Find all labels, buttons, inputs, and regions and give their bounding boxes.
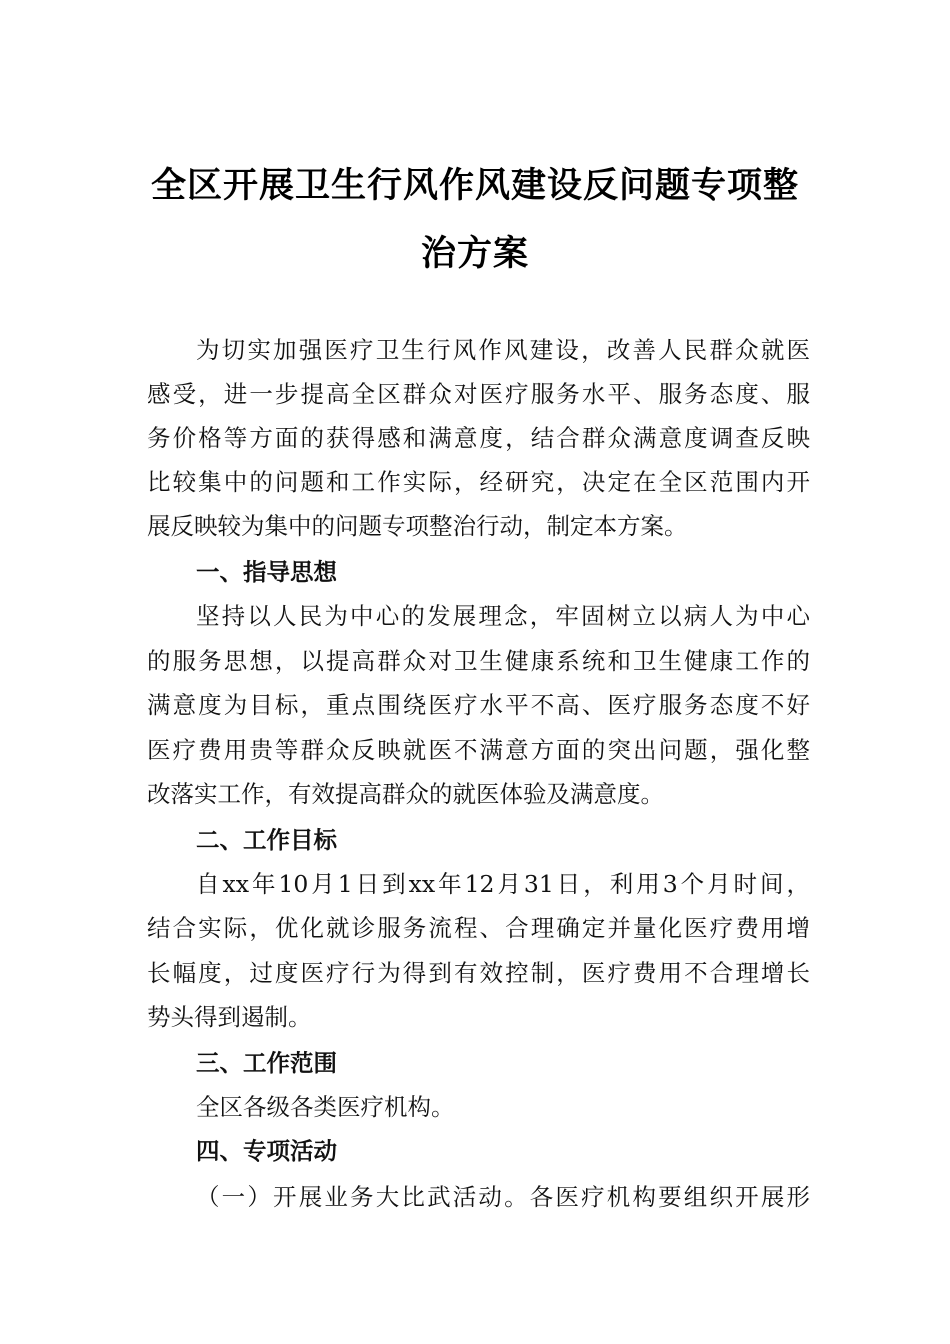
section2-line: 结合实际，优化就诊服务流程、合理确定并量化医疗费用增 xyxy=(147,914,810,942)
section1-line: 满意度为目标，重点围绕医疗水平不高、医疗服务态度不好 xyxy=(147,691,810,719)
document-title-line-1: 全区开展卫生行风作风建设反问题专项整 xyxy=(150,165,799,206)
intro-line: 为切实加强医疗卫生行风作风建设，改善人民群众就医 xyxy=(196,336,810,364)
intro-line: 展反映较为集中的问题专项整治行动，制定本方案。 xyxy=(147,512,688,540)
section2-line: 长幅度，过度医疗行为得到有效控制，医疗费用不合理增长 xyxy=(147,959,810,987)
section-heading-guiding-ideology: 一、指导思想 xyxy=(196,558,337,586)
section-heading-work-scope: 三、工作范围 xyxy=(196,1049,337,1077)
section3-line: 全区各级各类医疗机构。 xyxy=(196,1093,455,1121)
section2-line: 势头得到遏制。 xyxy=(147,1003,312,1031)
intro-line: 感受，进一步提高全区群众对医疗服务水平、服务态度、服 xyxy=(147,380,810,408)
section1-line: 医疗费用贵等群众反映就医不满意方面的突出问题，强化整 xyxy=(147,736,810,764)
section-heading-special-activities: 四、专项活动 xyxy=(196,1137,337,1165)
section2-line: 自xx年10月1日到xx年12月31日，利用3个月时间， xyxy=(196,870,810,898)
section4-line: （一）开展业务大比武活动。各医疗机构要组织开展形 xyxy=(196,1183,810,1211)
section-heading-work-goals: 二、工作目标 xyxy=(196,826,337,854)
section1-line: 改落实工作，有效提高群众的就医体验及满意度。 xyxy=(147,780,664,808)
section1-line: 的服务思想，以提高群众对卫生健康系统和卫生健康工作的 xyxy=(147,647,810,675)
section1-line: 坚持以人民为中心的发展理念，牢固树立以病人为中心 xyxy=(196,602,810,630)
intro-line: 比较集中的问题和工作实际，经研究，决定在全区范围内开 xyxy=(147,468,810,496)
document-title-line-2: 治方案 xyxy=(420,233,529,274)
intro-line: 务价格等方面的获得感和满意度，结合群众满意度调查反映 xyxy=(147,424,810,452)
